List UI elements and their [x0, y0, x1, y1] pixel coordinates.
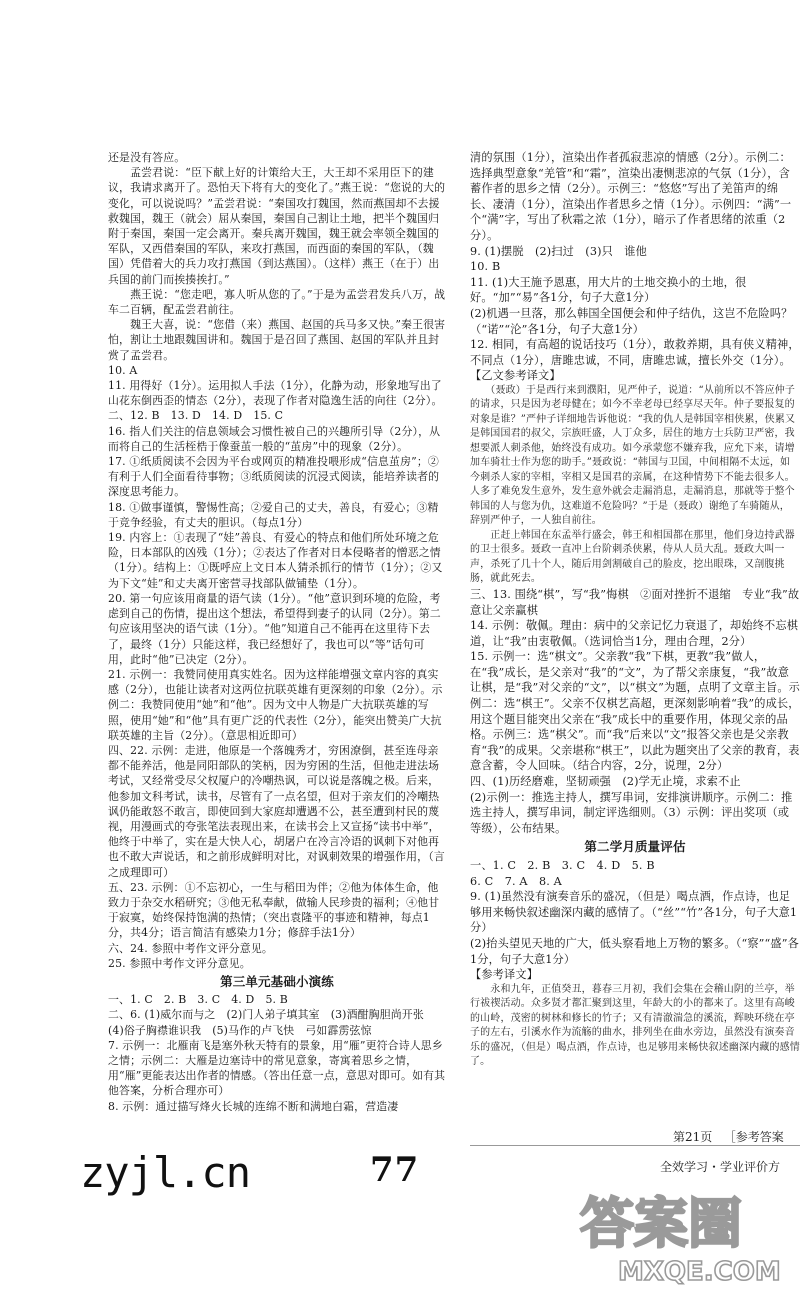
stamp-big-text: 答案圈 [580, 1192, 742, 1255]
answer-paragraph: 永和九年，正值癸丑，暮春三月初，我们会集在会稽山阴的兰亭，举行祓禊活动。众多贤才都汇聚到这里，年龄大的小的都来了。这里有高峻的山岭，茂密的树林和修长的竹子；又有清澈湍急的溪流，辉映环绕在亭子的左右，引溪水作为流觞的曲水，排列坐在曲水旁边，虽然没有演奏音乐的盛况，（但是）喝点酒，作点诗，也足够用来畅快叙述幽深内藏的感情了。 [470, 983, 800, 1068]
answer-paragraph: 12. 相同，有高超的说话技巧（1分），敢救养期，具有侠义精神，不同点（1分），唐雎忠诚，不同，唐雎忠诚，擅长外交（1分）。 [470, 338, 800, 367]
answer-paragraph: 一、1. C 2. B 3. C 4. D 5. B [108, 993, 288, 1007]
answer-paragraph: 17. ①纸质阅读不会因为平台或网页的精准投喂形成“信息茧房”；②有利于人们全面看待事物；③纸质阅读的沉浸式阅读，能培养读者的深度思考能力。 [108, 455, 440, 499]
answer-paragraph: 14. 示例：敬佩。理由：病中的父亲记忆力衰退了，却始终不忘棋道，让“我”由衷敬佩。（选词恰当1分，理由合理，2分） [470, 619, 799, 648]
stamp-watermark [570, 1180, 800, 1290]
answer-paragraph: 11. 用得好（1分）。运用拟人手法（1分），化静为动，形象地写出了山花东倒西歪的情态（2分），表现了作者对隐逸生活的向往（2分）。 [108, 379, 443, 408]
stamp-small-text: MXQE.COM [618, 1257, 781, 1287]
answer-paragraph: (2)示例一：推选主持人，撰写串词，安排演讲顺序。示例二：推选主持人，撰写串词，制定评选细则。（3）示例：评出奖项（或等级），公布结果。 [470, 790, 793, 835]
answer-label: ［参考答案 [723, 1130, 784, 1144]
footer-divider [470, 1145, 800, 1146]
answer-paragraph: 六、24. 参照中考作文评分意见。 [108, 941, 273, 955]
answer-paragraph: (2)机遇一旦落，那么韩国全国便会和仲子结仇，这岂不危险吗？（“诺”“沦”各1分，句子大意1分） [470, 306, 793, 336]
section-title: 第三单元基础小演练 [220, 973, 334, 989]
answer-paragraph: 9. (1)虽然没有演奏音乐的盛况，（但是）喝点酒，作点诗，也足够用来畅快叙述幽深内藏的感情了。（“丝”“竹”各1分，句子大意1分） [470, 890, 798, 935]
page-number: 77 [370, 1150, 420, 1190]
answer-paragraph: 四、(1)历经磨难，坚韧顽强 (2)学无止境，求索不止 [470, 775, 741, 789]
answer-paragraph: 6. C 7. A 8. A [470, 874, 562, 888]
answer-paragraph: 清的氛围（1分），渲染出作者孤寂悲凉的情感（2分）。示例二：选择典型意象“羌管”和“霜”，渲染出凄恻悲凉的气氛（1分），含蓄作者的思乡之情（2分）。示例三：“悠悠”写出了羌笛声的绵长、凄清（1分），渲染出作者思乡之情（1分）。示例四：“满”一个“满”字，写出了秋霜之浓（1分），暗示了作者思绪的浓重（2分）。 [470, 151, 792, 242]
answer-paragraph: 18. ①做事谨慎，警惕性高；②爱自己的丈夫，善良，有爱心；③精于竞争经验，有丈夫的胆识。（每点1分） [108, 500, 439, 529]
footer-page-label [673, 1128, 784, 1145]
answer-paragraph: 11. (1)大王施予恩惠，用大片的土地交换小的土地，很好。“加”“易”各1分，句子大意1分） [470, 275, 747, 305]
answer-paragraph: 25. 参照中考作文评分意见。 [108, 956, 251, 970]
answer-paragraph: 三、13. 围绕“棋”，写“我”悔棋 ②面对挫折不退缩 专业“我”故意让父亲赢棋 [470, 587, 800, 617]
answer-paragraph: 10. A [108, 363, 138, 377]
answer-paragraph: 四、22. 示例：走进，他原是一个落魄秀才，穷困潦倒，甚至连母亲都不能养活，他是同阳部队的笑柄，因为穷困的生活，但他走进法场考试，又经常受尽父权厦户的冷嘲热讽，可以说是落魄之极。后来，他参加文科考试，读书，尽管有了一点名望，但对于亲友们的冷嘲热讽仍能敢怒不敢言，即使回到大家庭却遭遇不公，甚至遭到村民的蔑视，用漫画式的夸张笔法表现出来，在读书会上又宣扬“读书中举”，他终于中举了，实在是大快人心，胡屠户在冷言冷语的讽刺下对他再也不敢大声说话，和之前形成鲜明对比，对讽刺效果的增强作用，（言之成理即可） [108, 743, 445, 879]
answer-paragraph: 【参考译文】 [470, 968, 539, 982]
answer-paragraph: 一、1. C 2. B 3. C 4. D 5. B [470, 859, 655, 872]
left-column [108, 150, 446, 1114]
answer-paragraph: 10. B [470, 260, 501, 274]
answer-paragraph: 孟尝君说：“臣下献上好的计策给大王，大王却不采用臣下的建议，我请求离开了。恐怕天下将有大的变化了。”燕王说：“您说的大的变化，可以说说吗？”孟尝君说：“秦国攻打魏国，然而燕国却不去援救魏国，魏王（就会）屈从秦国，秦国自己割让土地，把半个魏国归附于秦国，秦国一定会离开。秦兵离开魏国，魏王就会率领全魏国的军队，又西借秦国的军队，来攻打燕国，而西面的秦国的军队，（魏国）凭借着大的兵力攻打燕国（到达燕国）。（这样）燕王（在于）出兵国的前门而挨揍挨打。” [108, 166, 446, 286]
answer-paragraph: 7. 示例一：北雁南飞是塞外秋天特有的景象，用“雁”更符合诗人思乡之情；示例二：大雁是边塞诗中的常见意象，寄寓着思乡之情，用“雁”更能表达出作者的情感。（答出任意一点，意思对即可。如有其他答案，分析合理亦可） [108, 1038, 446, 1098]
answer-paragraph: 20. 第一句应该用商量的语气读（1分）。“他”意识到环境的危险，考虑到自己的伤情，提出这个想法，希望得到妻子的认同（2分）。第二句应该用坚决的语气读（1分）。“他”知道自己不能再在这里待下去了，最终（1分）只能这样，我已经想好了，我也可以“等”话句可用，此时“他”已决定（2分）。 [108, 591, 441, 666]
page-label: 第21页 [673, 1130, 713, 1144]
footer-slogan: 全效学习・学业评价方 [660, 1160, 781, 1174]
answer-paragraph: 魏王大喜，说：“您借（来）燕国、赵国的兵马多又快。”秦王很害怕，割让土地跟魏国讲和。魏国于是召回了燕国、赵国的军队并且封赏了孟尝君。 [108, 318, 446, 362]
site-watermark: zyjl.cn [80, 1148, 251, 1197]
answer-paragraph: 【乙文参考译文】 [470, 369, 561, 383]
right-column [470, 150, 800, 1070]
answer-paragraph: （聂政）于是西行来到濮阳，见严仲子，说道：“从前所以不答应仲子的请求，只是因为老母健在；如今不幸老母已经享尽天年。仲子要报复的对象是谁？”严仲子详细地告诉他说：“我的仇人是韩国宰相侠累，侠累又是韩国国君的叔父，宗族旺盛，人丁众多，居住的地方士兵防卫严密，我想要派人刺杀他，始终没有成功。如今承蒙您不嫌弃我，应允下来，请增加车骑壮士作为您的助手。”聂政说：“韩国与卫国，中间相隔不太远，如今刺杀人家的宰相，宰相又是国君的亲属，在这种情势下不能去很多人。人多了难免发生意外，发生意外就会走漏消息，走漏消息，那就等于整个韩国的人与您为仇，这难道不危险吗？”于是（聂政）谢绝了车骑随从，辞别严仲子，一人独自前往。 [470, 384, 796, 527]
answer-paragraph: (2)抬头望见天地的广大，低头察看地上万物的繁多。（“察”“盛”各1分，句子大意1分） [470, 936, 799, 966]
answer-paragraph: 还是没有答应。 [108, 151, 186, 164]
answer-paragraph: 燕王说：“您走吧，寡人听从您的了。”于是为孟尝君发兵八万，战车二百辆，配孟尝君前往。 [108, 287, 446, 317]
answer-paragraph: 二、12. B 13. D 14. D 15. C [108, 409, 284, 423]
answer-paragraph: 15. 示例一：选“棋文”。父亲教“我”下棋，更教“我”做人，在“我”成长，是父亲对“我”的“文”，为了帮父亲康复，“我”故意让棋，是“我”对父亲的“文”，以“棋文”为题，点明了文章主旨。示例二：选“棋王”。父亲不仅棋艺高超，更深刻影响着“我”的成长，用这个题目能突出父亲在“我”成长中的重要作用，体现父亲的品格。示例三：选“棋父”。而“我”后来以“文”报答父亲也是父亲教育“我”的成果。父亲堪称“棋王”，以此为题突出了父亲的教育，表意含蓄，令人回味。（结合内容，2分，说理，2分） [470, 650, 800, 773]
answer-paragraph: 正赶上韩国在东孟举行盛会，韩王和相国都在那里，他们身边持武器的卫士很多。聂政一直冲上台阶刺杀侠累，侍从人员大乱。聂政大叫一声，杀死了几十个人，随后用剑割破自己的脸皮，挖出眼珠，又剖腹挑肠，就此死去。 [470, 529, 795, 585]
answer-paragraph: 二、6. (1)威尔而与之 (2)门人弟子填其室 (3)酒酣胸胆尚开张 (4)俗子胸襟谁识我 (5)马作的卢飞快 弓如霹雳弦惊 [108, 1008, 435, 1037]
answer-paragraph: 9. (1)摆脱 (2)扫过 (3)只 谁他 [470, 244, 647, 258]
answer-paragraph: 五、23. 示例：①不忘初心，一生与稻田为伴；②他为体体生命，他致力于杂交水稻研究；③他无私奉献，做输人民珍贵的福利；④他甘于寂寞，始终保持饱满的热情；（突出袁隆平的事迹和精神，每点1分，共4分；语言简洁有感染力1分；修辞手法1分） [108, 880, 440, 940]
answer-paragraph: 21. 示例一：我赞同使用真实姓名。因为这样能增强文章内容的真实感（2分），也能让读者对这两位抗联英雄有更深刻的印象（2分）。示例二：我赞同使用“她”和“他”。因为文中人物是广大抗联英雄的写照，使用“她”和“他”具有更广泛的代表性（2分），能突出赞美广大抗联英雄的主旨（2分）。（意思相近即可） [108, 667, 443, 742]
answer-paragraph: 8. 示例：通过描写烽火长城的连绵不断和满地白霜，营造凄 [108, 1099, 399, 1113]
answer-paragraph: 19. 内容上：①表现了“娃”善良、有爱心的特点和他们所处环境之危险，日本部队的凶残（1分）；②表达了作者对日本侵略者的憎恶之情（1分）。结构上：①既呼应上文日本人猜杀抓行的情节（1分）；②又为下文“娃”和丈夫离开密营寻找部队做铺垫（1分）。 [108, 531, 443, 590]
section-title: 第二学月质量评估 [584, 839, 686, 855]
answer-paragraph: 16. 指人们关注的信息领域会习惯性被自己的兴趣所引导（2分），从而将自己的生活桎梏于像蚕茧一般的“茧房”中的现象（2分）。 [108, 424, 441, 453]
